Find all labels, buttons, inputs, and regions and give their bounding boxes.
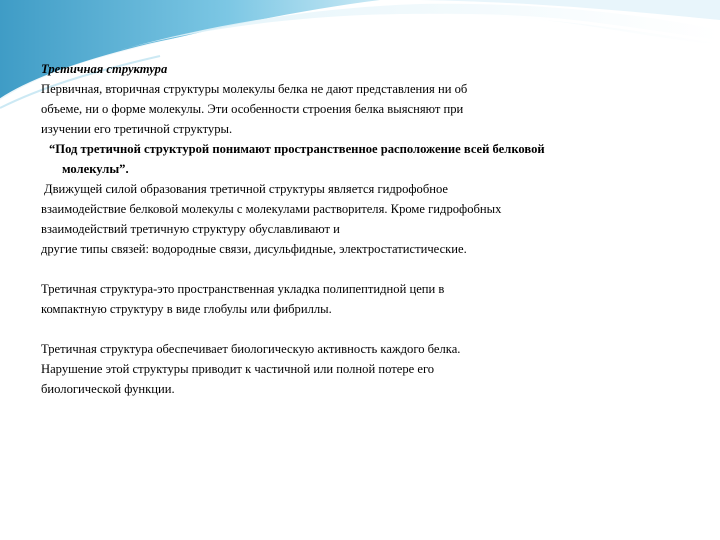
text-line: Движущей силой образования третичной структуры является гидрофобное — [44, 182, 449, 196]
text-line: Третичная структура-это пространственная укладка полипептидной цепи в — [41, 282, 445, 296]
text-line: взаимодействие белковой молекулы с молекулами растворителя. Кроме гидрофобных — [41, 202, 502, 216]
text-line: изучении его третичной структуры. — [41, 122, 233, 136]
text-line: Нарушение этой структуры приводит к частичной или полной потере его — [41, 362, 435, 376]
definition-line: “Под третичной структурой понимают пространственное расположение всей белковой — [49, 142, 545, 156]
text-line: Третичная структура обеспечивает биологическую активность каждого белка. — [41, 342, 461, 356]
text-line: взаимодействий третичную структуру обуславливают и — [41, 222, 340, 236]
text-line: объеме, ни о форме молекулы. Эти особенности строения белка выясняют при — [41, 102, 464, 116]
text-line: Первичная, вторичная структуры молекулы белка не дают представления ни об — [41, 82, 468, 96]
slide-title: Третичная структура — [41, 62, 168, 76]
text-line: другие типы связей: водородные связи, дисульфидные, электростатистические. — [41, 242, 467, 256]
text-line: компактную структуру в виде глобулы или фибриллы. — [41, 302, 332, 316]
slide-body — [41, 59, 681, 399]
definition-line: молекулы”. — [62, 162, 129, 176]
text-line: биологической функции. — [41, 382, 175, 396]
